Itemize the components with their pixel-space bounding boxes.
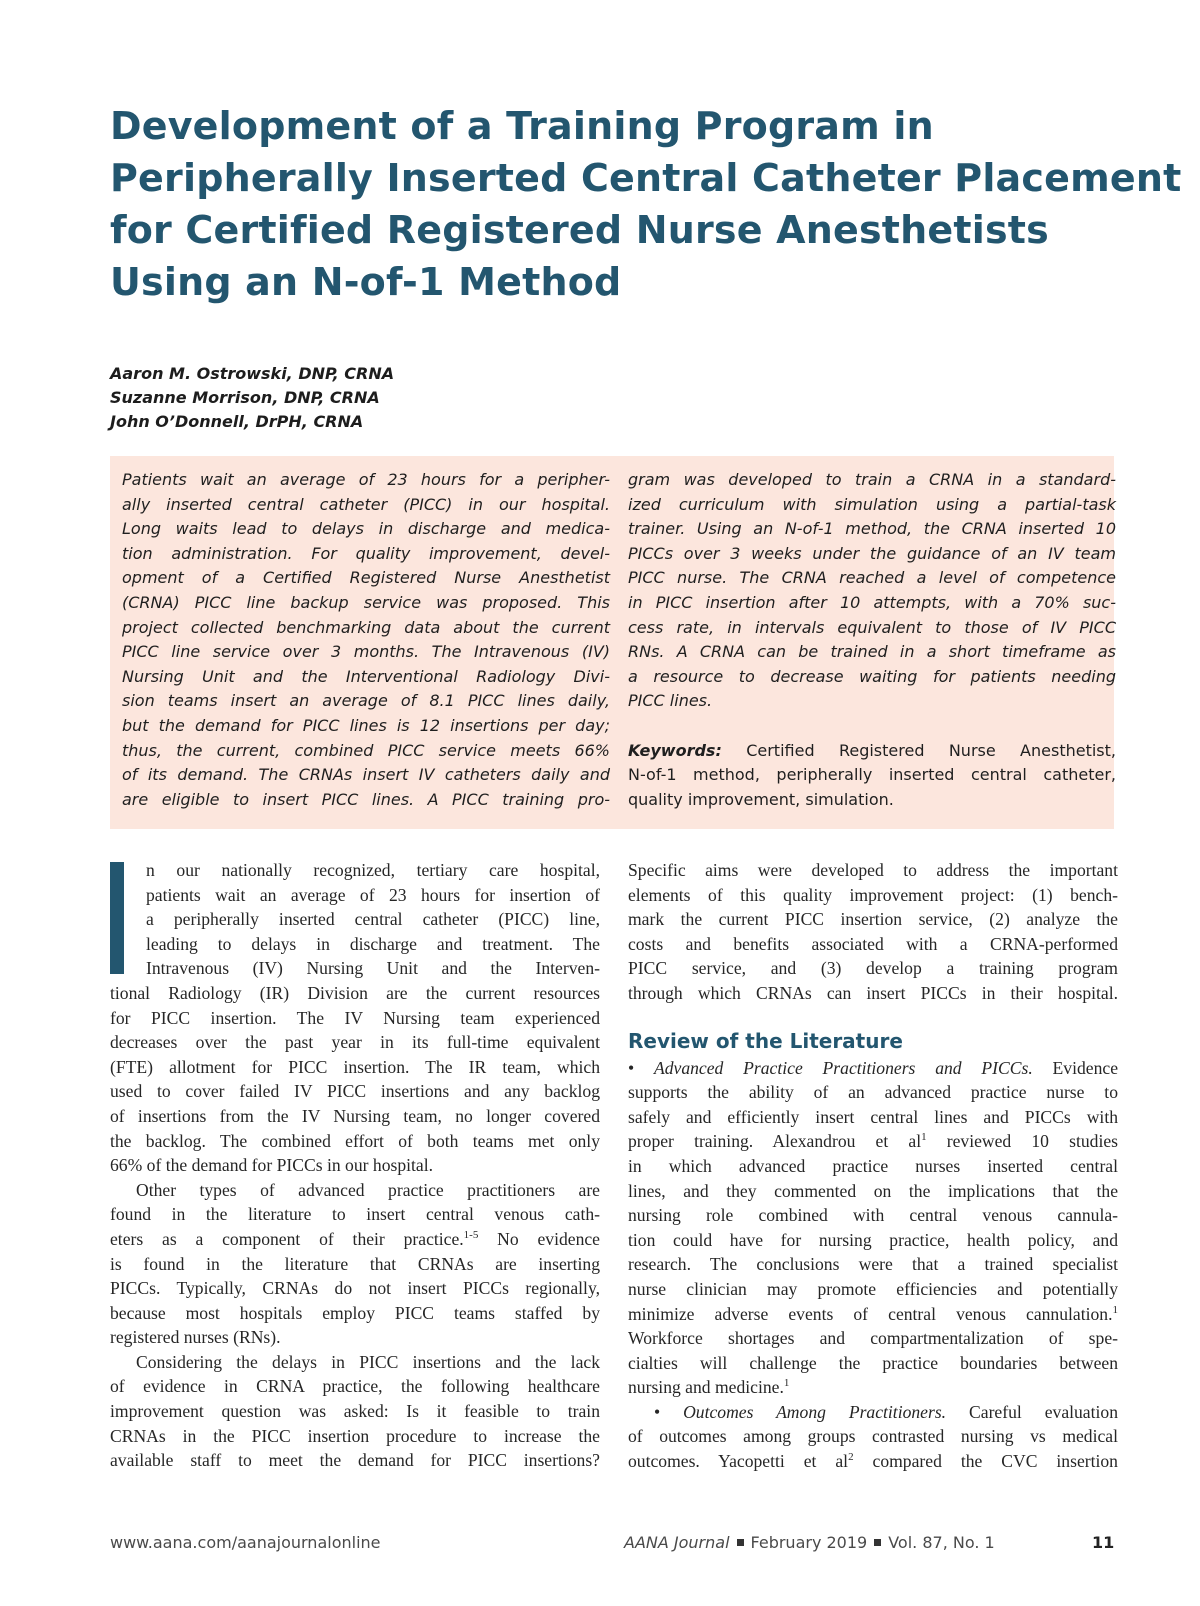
abstract-line: opment of a Certified Registered Nurse Anesthetist xyxy=(122,568,610,588)
author: John O’Donnell, DrPH, CRNA xyxy=(110,412,364,431)
body-line: Other types of advanced practice practitioners are xyxy=(136,1179,600,1200)
abstract-line: Nursing Unit and the Interventional Radiology Divi- xyxy=(122,666,610,686)
body-line: proper training. Alexandrou et $al^1$ reviewed 10 studies xyxy=(628,1131,1118,1152)
title-line: Peripherally Inserted Central Catheter Placement xyxy=(110,156,1182,200)
body-line: Considering the delays in PICC insertions and the lack xyxy=(136,1351,600,1372)
body-line: tional Radiology (IR) Division are the current resources xyxy=(110,982,600,1003)
abstract-line: are eligible to insert PICC lines. A PICC training pro- xyxy=(122,789,610,809)
body-line: available staff to meet the demand for PICC insertions? xyxy=(110,1450,600,1471)
body-line: nursing role combined with central venous cannula- xyxy=(628,1205,1118,1226)
section-heading: Review of the Literature xyxy=(628,1028,903,1053)
body-line: a peripherally inserted central catheter (PICC) line, xyxy=(146,909,600,930)
abstract-line: in PICC insertion after 10 attempts, with a 70% suc- xyxy=(628,592,1116,612)
citation: 1 xyxy=(1112,1303,1118,1316)
body-line: because most hospitals employ PICC teams staffed by xyxy=(110,1302,600,1323)
square-bullet-icon xyxy=(737,1539,744,1546)
abstract-line: cess rate, in intervals equivalent to those of IV PICC xyxy=(628,617,1116,637)
title-line: Development of a Training Program in xyxy=(110,104,934,148)
body-line: found in the literature to insert central venous cath- xyxy=(110,1204,600,1225)
abstract-line: Long waits lead to delays in discharge and medica- xyxy=(122,519,610,539)
body-line: costs and benefits associated with a CRNA-performed xyxy=(628,933,1118,954)
abstract-box xyxy=(110,456,1114,829)
abstract-line: PICCs over 3 weeks under the guidance of an IV team xyxy=(628,543,1116,563)
abstract-line: sion teams insert an average of 8.1 PICC lines daily, xyxy=(122,691,610,711)
issue-date: February 2019 xyxy=(750,1533,868,1552)
body-line: safely and efficiently insert central lines and PICCs with xyxy=(628,1106,1118,1127)
body-line: improvement question was asked: Is it feasible to train xyxy=(110,1401,600,1422)
abstract-right-column xyxy=(628,468,1116,812)
body-line: decreases over the past year in its full-time equivalent xyxy=(110,1032,600,1053)
body-line: PICCs. Typically, CRNAs do not insert PICCs regionally, xyxy=(110,1278,600,1299)
author: Suzanne Morrison, DNP, CRNA xyxy=(110,388,380,407)
body-line: nursing and medicine.$^1$ xyxy=(628,1377,790,1398)
body-line: is found in the literature that CRNAs are inserting xyxy=(110,1253,600,1274)
journal-url[interactable]: www.aana.com/aanajournalonline xyxy=(110,1533,381,1552)
body-line: 66% of the demand for PICCs in our hospital. xyxy=(110,1155,434,1176)
keywords-text: Certified Registered Nurse Anesthetist, xyxy=(746,740,1116,760)
body-line: eters as a component of their practice.$^{1-5}$ No evidence xyxy=(110,1228,600,1249)
body-line: the backlog. The combined effort of both teams met only xyxy=(110,1130,600,1151)
body-line: used to cover failed IV PICC insertions and any backlog xyxy=(110,1081,600,1102)
body-line: elements of this quality improvement project: (1) bench- xyxy=(628,884,1118,905)
subheading: Advanced Practice Practitioners and PICCs. xyxy=(653,1057,1033,1078)
body-line: n our nationally recognized, tertiary care hospital, xyxy=(146,860,600,880)
body-line: patients wait an average of 23 hours for insertion of xyxy=(146,884,600,905)
journal-name: AANA Journal xyxy=(624,1533,730,1552)
abstract-left-column xyxy=(122,468,610,812)
keywords-label: Keywords: xyxy=(628,740,722,760)
abstract-line: a resource to decrease waiting for patients needing xyxy=(628,666,1116,686)
body-line: for PICC insertion. The IV Nursing team experienced xyxy=(110,1007,600,1028)
body-line: • Advanced Practice Practitioners and PICCs. Evidence xyxy=(628,1057,1119,1078)
citation: 1 xyxy=(783,1377,790,1390)
journal-citation xyxy=(624,1533,995,1552)
body-line: Specific aims were developed to address the important xyxy=(628,860,1118,880)
abstract-line: PICC nurse. The CRNA reached a level of competence xyxy=(628,568,1116,588)
abstract-line: PICC lines. xyxy=(628,691,713,711)
abstract-line: PICC line service over 3 months. The Intravenous (IV) xyxy=(122,642,610,662)
body-right-column xyxy=(628,858,1118,1474)
keywords xyxy=(628,739,1116,813)
body-line: Intravenous (IV) Nursing Unit and the Interven- xyxy=(146,958,600,979)
body-line: tion could have for nursing practice, health policy, and xyxy=(628,1229,1118,1250)
author: Aaron M. Ostrowski, DNP, CRNA xyxy=(110,364,395,383)
abstract-line: gram was developed to train a CRNA in a standard- xyxy=(628,470,1116,489)
intro-paragraph xyxy=(110,858,600,981)
body-line: lines, and they commented on the implications that the xyxy=(628,1180,1118,1201)
citation: 1-5 xyxy=(463,1229,479,1242)
body-line: in which advanced practice nurses inserted central xyxy=(628,1155,1118,1176)
volume-issue: Vol. 87, No. 1 xyxy=(888,1533,995,1552)
abstract-line: trainer. Using an N-of-1 method, the CRNA inserted 10 xyxy=(628,519,1116,539)
keywords-text: quality improvement, simulation. xyxy=(628,789,894,809)
body-line: leading to delays in discharge and treatment. The xyxy=(146,933,600,954)
abstract-line: project collected benchmarking data about the current xyxy=(122,617,610,637)
body-line: • Outcomes Among Practitioners. Careful evaluation xyxy=(654,1401,1118,1422)
citation: 1 xyxy=(921,1131,927,1144)
body-line: supports the ability of an advanced practice nurse to xyxy=(628,1082,1118,1103)
body-left-column xyxy=(110,858,600,1473)
keywords-text: N-of-1 method, peripherally inserted central catheter, xyxy=(628,765,1116,785)
body-line: registered nurses (RNs). xyxy=(110,1327,281,1348)
abstract-line: ized curriculum with simulation using a partial-task xyxy=(628,494,1116,514)
body-line: CRNAs in the PICC insertion procedure to increase the xyxy=(110,1425,600,1446)
body-line: PICC service, and (3) develop a training program xyxy=(628,958,1118,979)
abstract-line: RNs. A CRNA can be trained in a short timeframe as xyxy=(628,642,1116,662)
body-line: nurse clinician may promote efficiencies and potentially xyxy=(628,1278,1118,1299)
abstract-line: Patients wait an average of 23 hours for a peripher- xyxy=(122,470,610,489)
body-line: outcomes. Yacopetti et $al^2$ compared the CVC insertion xyxy=(628,1451,1118,1472)
body-line: through which CRNAs can insert PICCs in their hospital. xyxy=(628,982,1118,1003)
title-line: for Certified Registered Nurse Anesthetists xyxy=(110,208,1049,252)
body-line: of insertions from the IV Nursing team, no longer covered xyxy=(110,1105,600,1126)
body-line: of outcomes among groups contrasted nursing vs medical xyxy=(628,1426,1118,1447)
body-line: of evidence in CRNA practice, the following healthcare xyxy=(110,1376,600,1397)
author-list xyxy=(110,362,394,434)
body-line: mark the current PICC insertion service, (2) analyze the xyxy=(628,909,1118,930)
subheading: Outcomes Among Practitioners. xyxy=(683,1401,947,1422)
body-line: Workforce shortages and compartmentalization of spe- xyxy=(628,1328,1118,1349)
abstract-line: ally inserted central catheter (PICC) in our hospital. xyxy=(122,494,610,514)
abstract-line: (CRNA) PICC line backup service was proposed. This xyxy=(122,592,610,612)
body-line: research. The conclusions were that a trained specialist xyxy=(628,1254,1118,1275)
body-line: cialties will challenge the practice boundaries between xyxy=(628,1352,1118,1373)
body-line: minimize adverse events of central venous cannulation.$^1$ xyxy=(628,1303,1118,1324)
abstract-line: but the demand for PICC lines is 12 insertions per day; xyxy=(122,715,610,735)
abstract-line: of its demand. The CRNAs insert IV catheters daily and xyxy=(122,765,610,785)
title-line: Using an N-of-1 Method xyxy=(110,260,622,304)
article-title xyxy=(110,100,1182,308)
square-bullet-icon xyxy=(874,1539,881,1546)
page-number: 11 xyxy=(1092,1533,1115,1552)
abstract-line: thus, the current, combined PICC service meets 66% xyxy=(122,740,610,760)
abstract-line: tion administration. For quality improvement, devel- xyxy=(122,543,610,563)
citation: 2 xyxy=(848,1451,854,1464)
body-line: (FTE) allotment for PICC insertion. The IR team, which xyxy=(110,1056,600,1077)
